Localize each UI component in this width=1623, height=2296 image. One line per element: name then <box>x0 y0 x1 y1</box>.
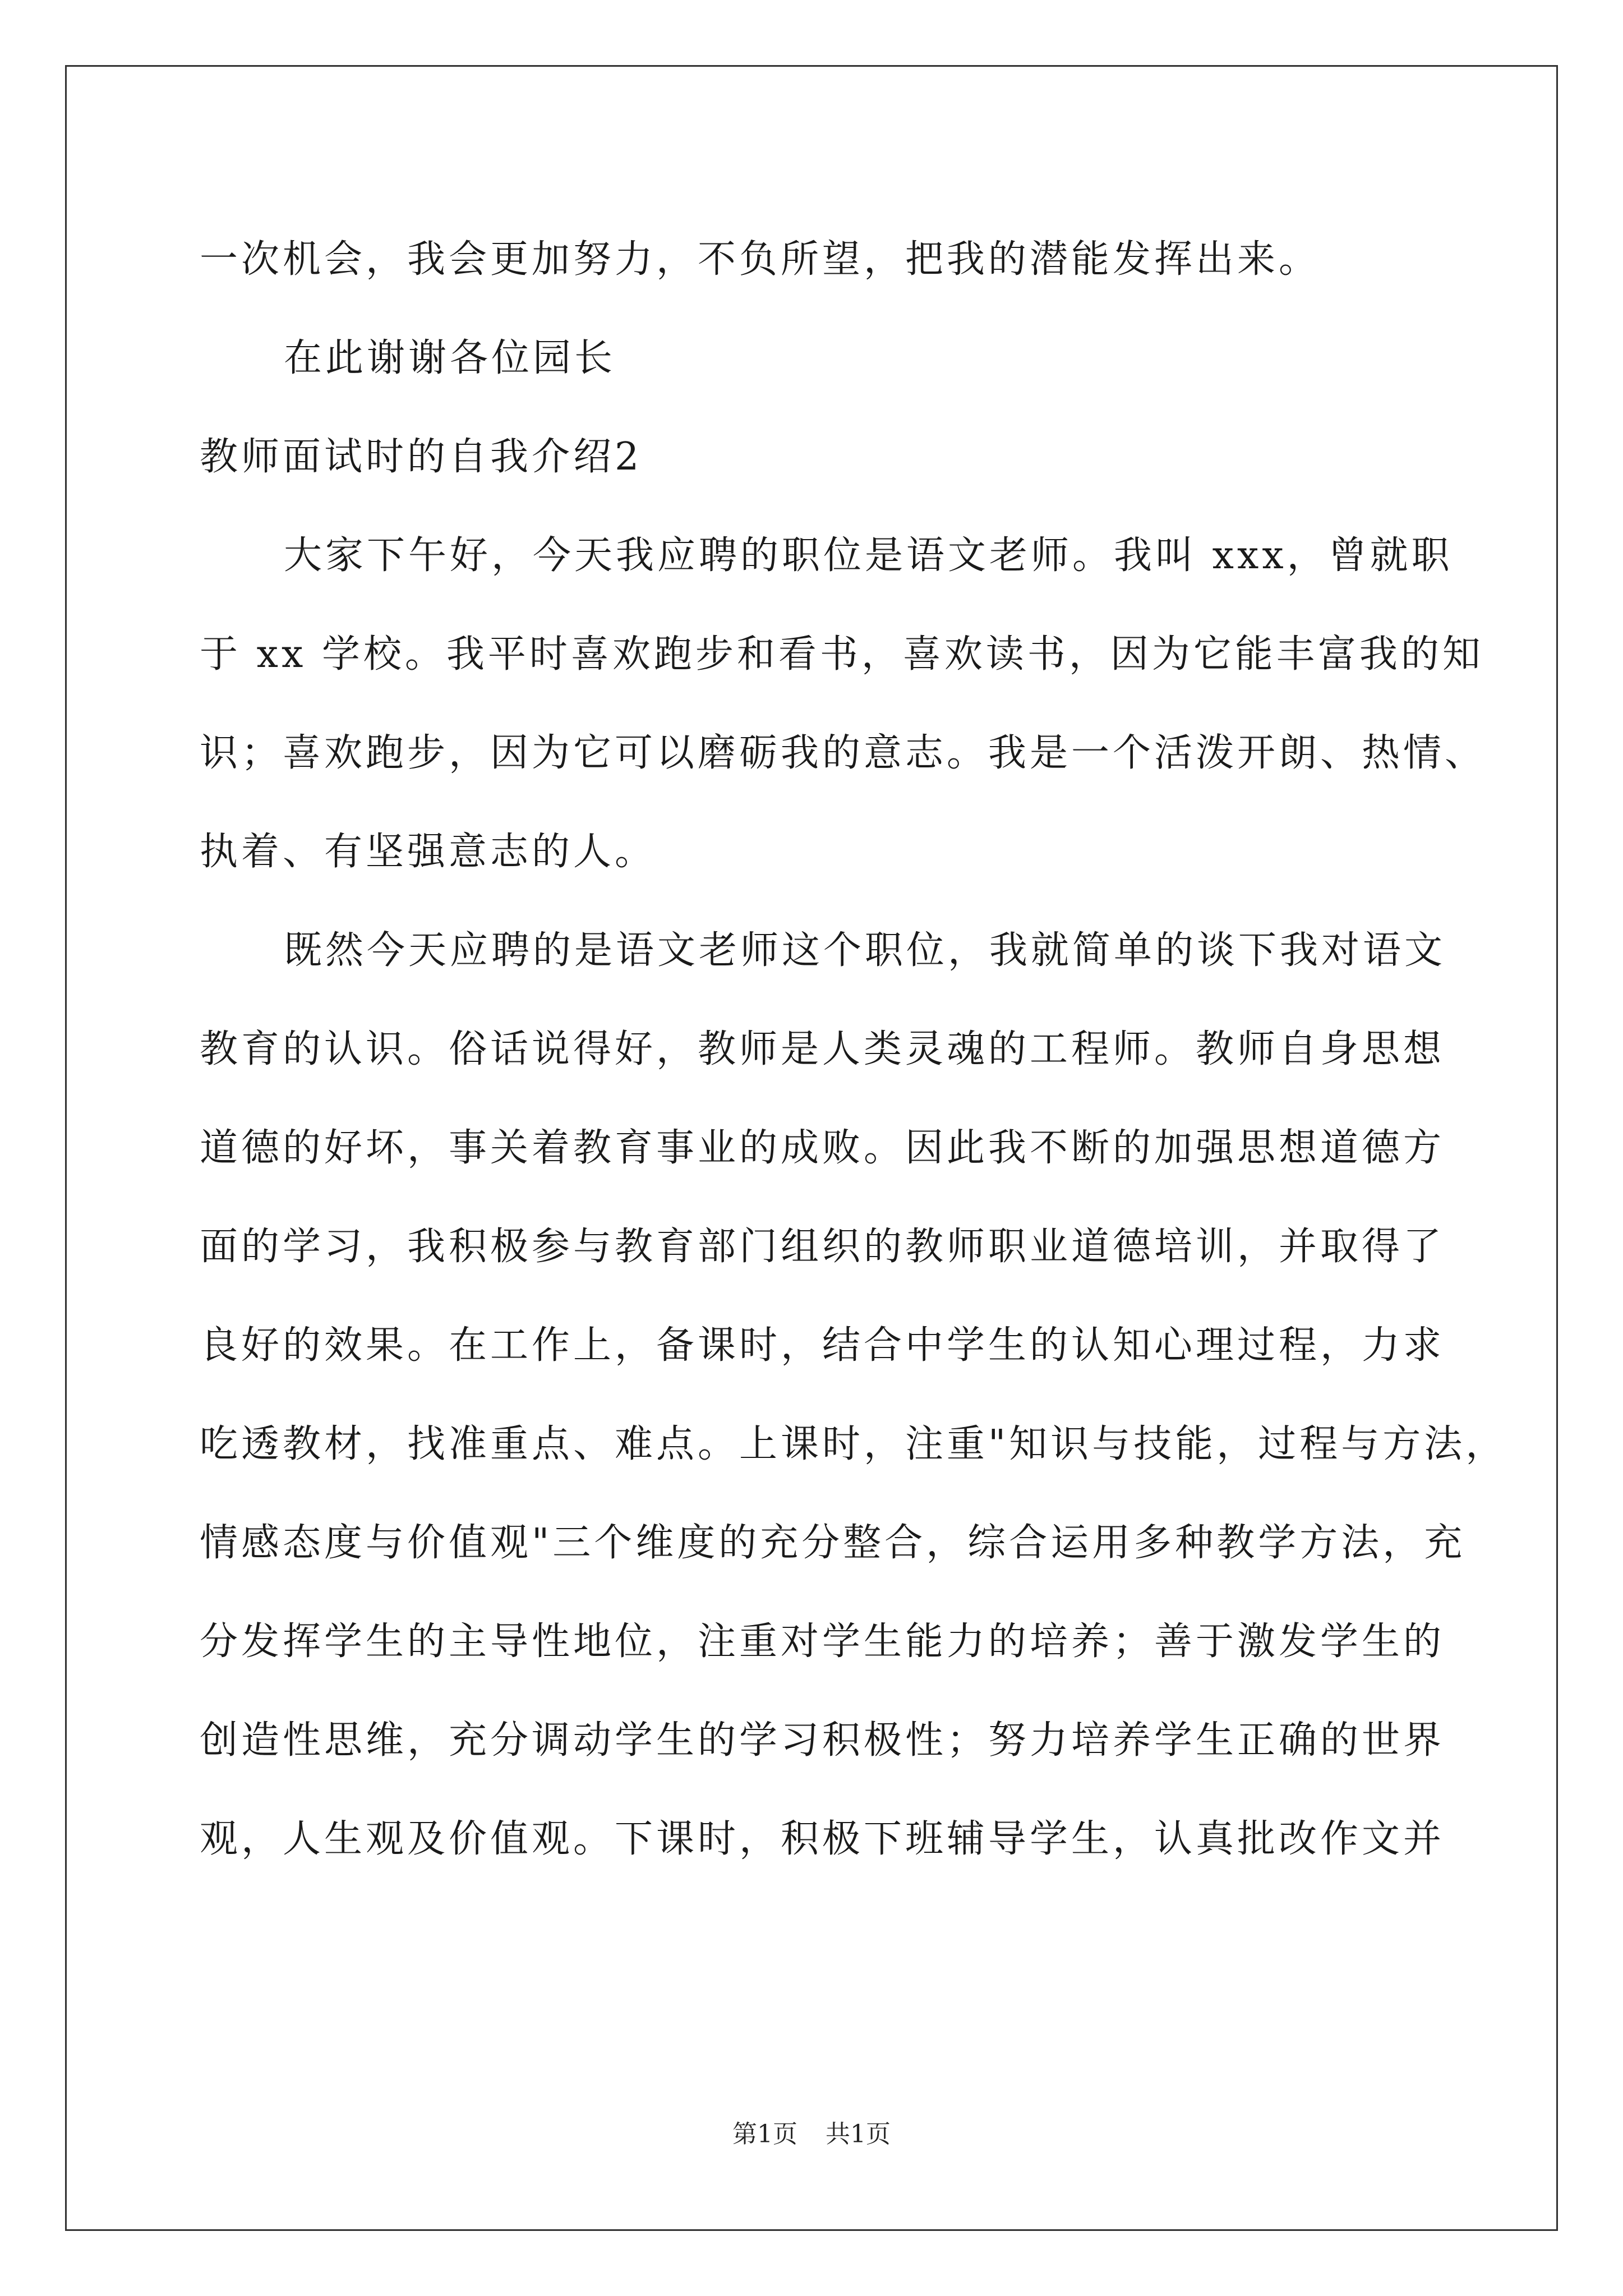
page-footer <box>0 2118 1623 2151</box>
text-line: 于 xx 学校。我平时喜欢跑步和看书，喜欢读书，因为它能丰富我的知 <box>200 632 1484 677</box>
text-line: 在此谢谢各位园长 <box>284 336 616 380</box>
document-body <box>200 210 1507 1889</box>
text-line: 执着、有坚强意志的人。 <box>200 830 657 874</box>
page-total: 共1页 <box>826 2120 891 2148</box>
text-line: 一次机会，我会更加努力，不负所望，把我的潜能发挥出来。 <box>200 237 1321 282</box>
text-line: 吃透教材，找准重点、难点。上课时，注重"知识与技能，过程与方法， <box>200 1422 1507 1466</box>
text-line: 良好的效果。在工作上，备课时，结合中学生的认知心理过程，力求 <box>200 1323 1445 1368</box>
text-line: 教育的认识。俗话说得好，教师是人类灵魂的工程师。教师自身思想 <box>200 1027 1445 1071</box>
page-number: 第1页 <box>732 2120 797 2148</box>
text-line: 既然今天应聘的是语文老师这个职位，我就简单的谈下我对语文 <box>284 928 1446 973</box>
text-line: 观，人生观及价值观。下课时，积极下班辅导学生，认真批改作文并 <box>200 1817 1445 1861</box>
text-line: 分发挥学生的主导性地位，注重对学生能力的培养；善于激发学生的 <box>200 1619 1445 1664</box>
text-line: 情感态度与价值观"三个维度的充分整合，综合运用多种教学方法，充 <box>200 1521 1466 1565</box>
text-line: 面的学习，我积极参与教育部门组织的教师职业道德培训，并取得了 <box>200 1225 1445 1269</box>
text-line: 道德的好坏，事关着教育事业的成败。因此我不断的加强思想道德方 <box>200 1126 1445 1170</box>
section-heading: 教师面试时的自我介绍2 <box>200 435 643 479</box>
text-line: 识；喜欢跑步，因为它可以磨砺我的意志。我是一个活泼开朗、热情、 <box>200 731 1487 775</box>
text-line: 大家下午好，今天我应聘的职位是语文老师。我叫 xxx，曾就职 <box>284 533 1453 578</box>
text-line: 创造性思维，充分调动学生的学习积极性；努力培养学生正确的世界 <box>200 1718 1445 1763</box>
